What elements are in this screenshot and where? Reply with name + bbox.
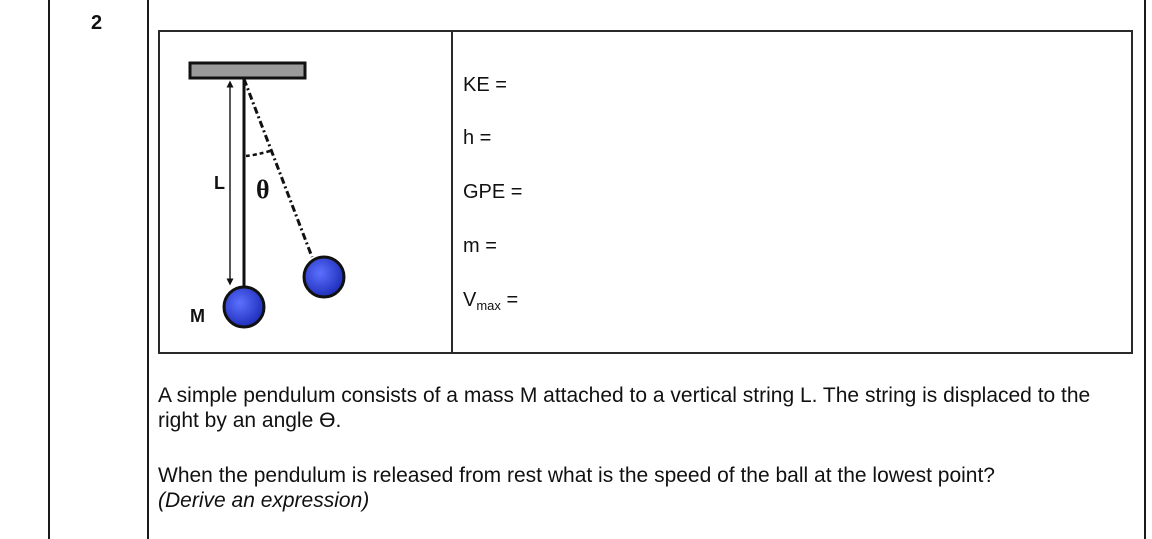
h-label: h = <box>463 127 492 149</box>
displaced-bob-icon <box>304 257 344 297</box>
pendulum-bob-icon <box>224 287 264 327</box>
ke-label: KE = <box>463 74 507 96</box>
question-description: A simple pendulum consists of a mass M attached to a vertical string L. The string is displaced to the right by an angle Ө. <box>158 384 1091 432</box>
vmax-base: V <box>463 289 477 311</box>
page-margin-middle-line <box>147 0 149 539</box>
ceiling-support-icon <box>190 63 305 78</box>
displaced-string-dashed <box>244 79 312 257</box>
vmax-subscript: max <box>476 298 501 313</box>
mass-label: M <box>190 306 205 326</box>
question-number: 2 <box>91 12 103 34</box>
angle-arc <box>246 151 270 156</box>
vmax-equals: = <box>500 289 519 311</box>
question-prompt <box>158 463 1118 513</box>
page-margin-right-line <box>1144 0 1146 539</box>
angle-label: θ <box>256 175 270 204</box>
m-label: m = <box>463 235 497 257</box>
pendulum-diagram <box>160 32 450 352</box>
length-label: L <box>214 173 225 193</box>
question-instruction: (Derive an expression) <box>158 489 370 512</box>
gpe-label: GPE = <box>463 181 523 203</box>
page-margin-left-line <box>48 0 50 539</box>
question-prompt-text: When the pendulum is released from rest what is the speed of the ball at the lowest point? <box>158 464 995 487</box>
figure-table-divider <box>451 30 453 354</box>
vmax-label <box>463 289 518 317</box>
